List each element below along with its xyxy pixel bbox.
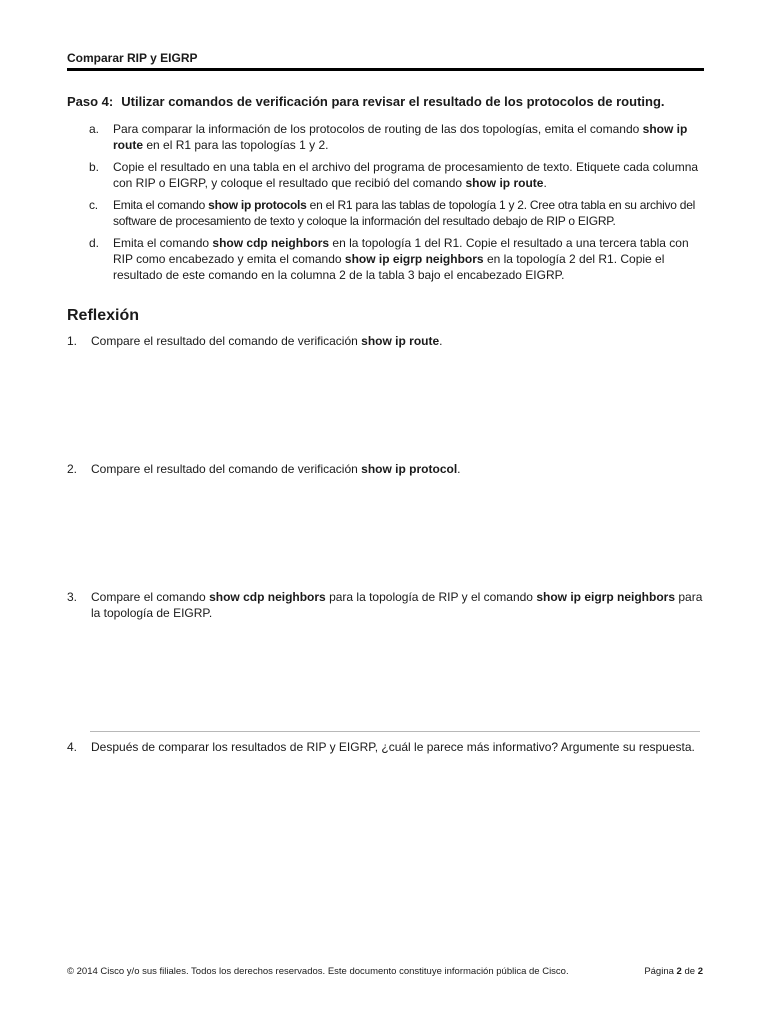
page-number bbox=[644, 966, 703, 977]
substep-text: en el R1 para las topologías 1 y 2. bbox=[143, 138, 329, 152]
page-total: 2 bbox=[697, 966, 703, 977]
step-label: Paso 4: bbox=[67, 94, 114, 109]
substep-text: en el R1 para las tablas de topología 1 y 2. Cree otra tabla en su archivo del software de procesamiento de texto y coloque la información del resultado debajo de RIP o EIGRP. bbox=[113, 198, 696, 228]
substep-text: . bbox=[543, 176, 547, 190]
command-text: show cdp neighbors bbox=[212, 236, 330, 250]
question-number: 2. bbox=[67, 462, 78, 476]
question-number: 3. bbox=[67, 590, 78, 604]
command-text: show ip route bbox=[465, 176, 544, 190]
substep-c bbox=[67, 197, 707, 229]
question-text: para la topología de RIP y el comando bbox=[325, 590, 537, 604]
reflection-question-3 bbox=[67, 589, 707, 621]
command-text: show ip route bbox=[361, 334, 440, 348]
substep-text: Emita el comando bbox=[113, 198, 209, 212]
substep-a bbox=[67, 121, 707, 153]
substep-marker: a. bbox=[89, 122, 100, 136]
question-number: 4. bbox=[67, 740, 78, 754]
command-text: show ip eigrp neighbors bbox=[344, 252, 484, 266]
step-title: Utilizar comandos de verificación para revisar el resultado de los protocolos de routing. bbox=[121, 94, 665, 109]
question-text: Después de comparar los resultados de RIP y EIGRP, ¿cuál le parece más informativo? Argumente su respuesta. bbox=[91, 740, 695, 754]
reflection-question-4 bbox=[67, 739, 707, 755]
substep-d bbox=[67, 235, 707, 283]
substep-text: Emita el comando bbox=[113, 236, 213, 250]
page-label: de bbox=[681, 966, 698, 977]
substep-marker: d. bbox=[89, 236, 100, 250]
substep-marker: b. bbox=[89, 160, 100, 174]
page-label: Página bbox=[644, 966, 677, 977]
question-text: para la topología de EIGRP. bbox=[91, 590, 703, 620]
question-text: Compare el resultado del comando de verificación bbox=[91, 334, 362, 348]
substep-text: Para comparar la información de los protocolos de routing de las dos topologías, emita el comando bbox=[113, 122, 643, 136]
command-text: show ip eigrp neighbors bbox=[536, 590, 676, 604]
document-header-title: Comparar RIP y EIGRP bbox=[67, 51, 198, 65]
question-text: . bbox=[457, 462, 461, 476]
command-text: show ip protocols bbox=[208, 198, 307, 212]
header-divider bbox=[67, 68, 704, 71]
reflection-heading: Reflexión bbox=[67, 307, 140, 324]
reflection-question-2 bbox=[67, 461, 707, 477]
substep-list bbox=[67, 121, 707, 289]
substep-text: en la topología 2 del R1. Copie el resultado de este comando en la columna 2 de la tabla 3 bajo el encabezado EIGRP. bbox=[113, 252, 665, 282]
question-text: . bbox=[439, 334, 443, 348]
footer-copyright: © 2014 Cisco y/o sus filiales. Todos los derechos reservados. Este documento constituye información pública de Cisco. bbox=[67, 966, 569, 977]
question-text: Compare el comando bbox=[91, 590, 210, 604]
substep-marker: c. bbox=[89, 198, 98, 212]
reflection-question-1 bbox=[67, 333, 707, 349]
command-text: show ip route bbox=[113, 122, 688, 152]
command-text: show cdp neighbors bbox=[209, 590, 326, 604]
question-text: Compare el resultado del comando de verificación bbox=[91, 462, 362, 476]
substep-text: en la topología 1 del R1. Copie el resultado a una tercera tabla con RIP como encabezado y emita el comando bbox=[113, 236, 689, 266]
step-heading bbox=[67, 94, 707, 109]
command-text: show ip protocol bbox=[361, 462, 458, 476]
substep-text: Copie el resultado en una tabla en el archivo del programa de procesamiento de texto. Etiquete cada columna con RIP o EIGRP, y coloque el resultado que recibió del comando bbox=[113, 160, 699, 190]
answer-divider bbox=[90, 731, 700, 732]
question-number: 1. bbox=[67, 334, 78, 348]
substep-b bbox=[67, 159, 707, 191]
page-current: 2 bbox=[676, 966, 682, 977]
